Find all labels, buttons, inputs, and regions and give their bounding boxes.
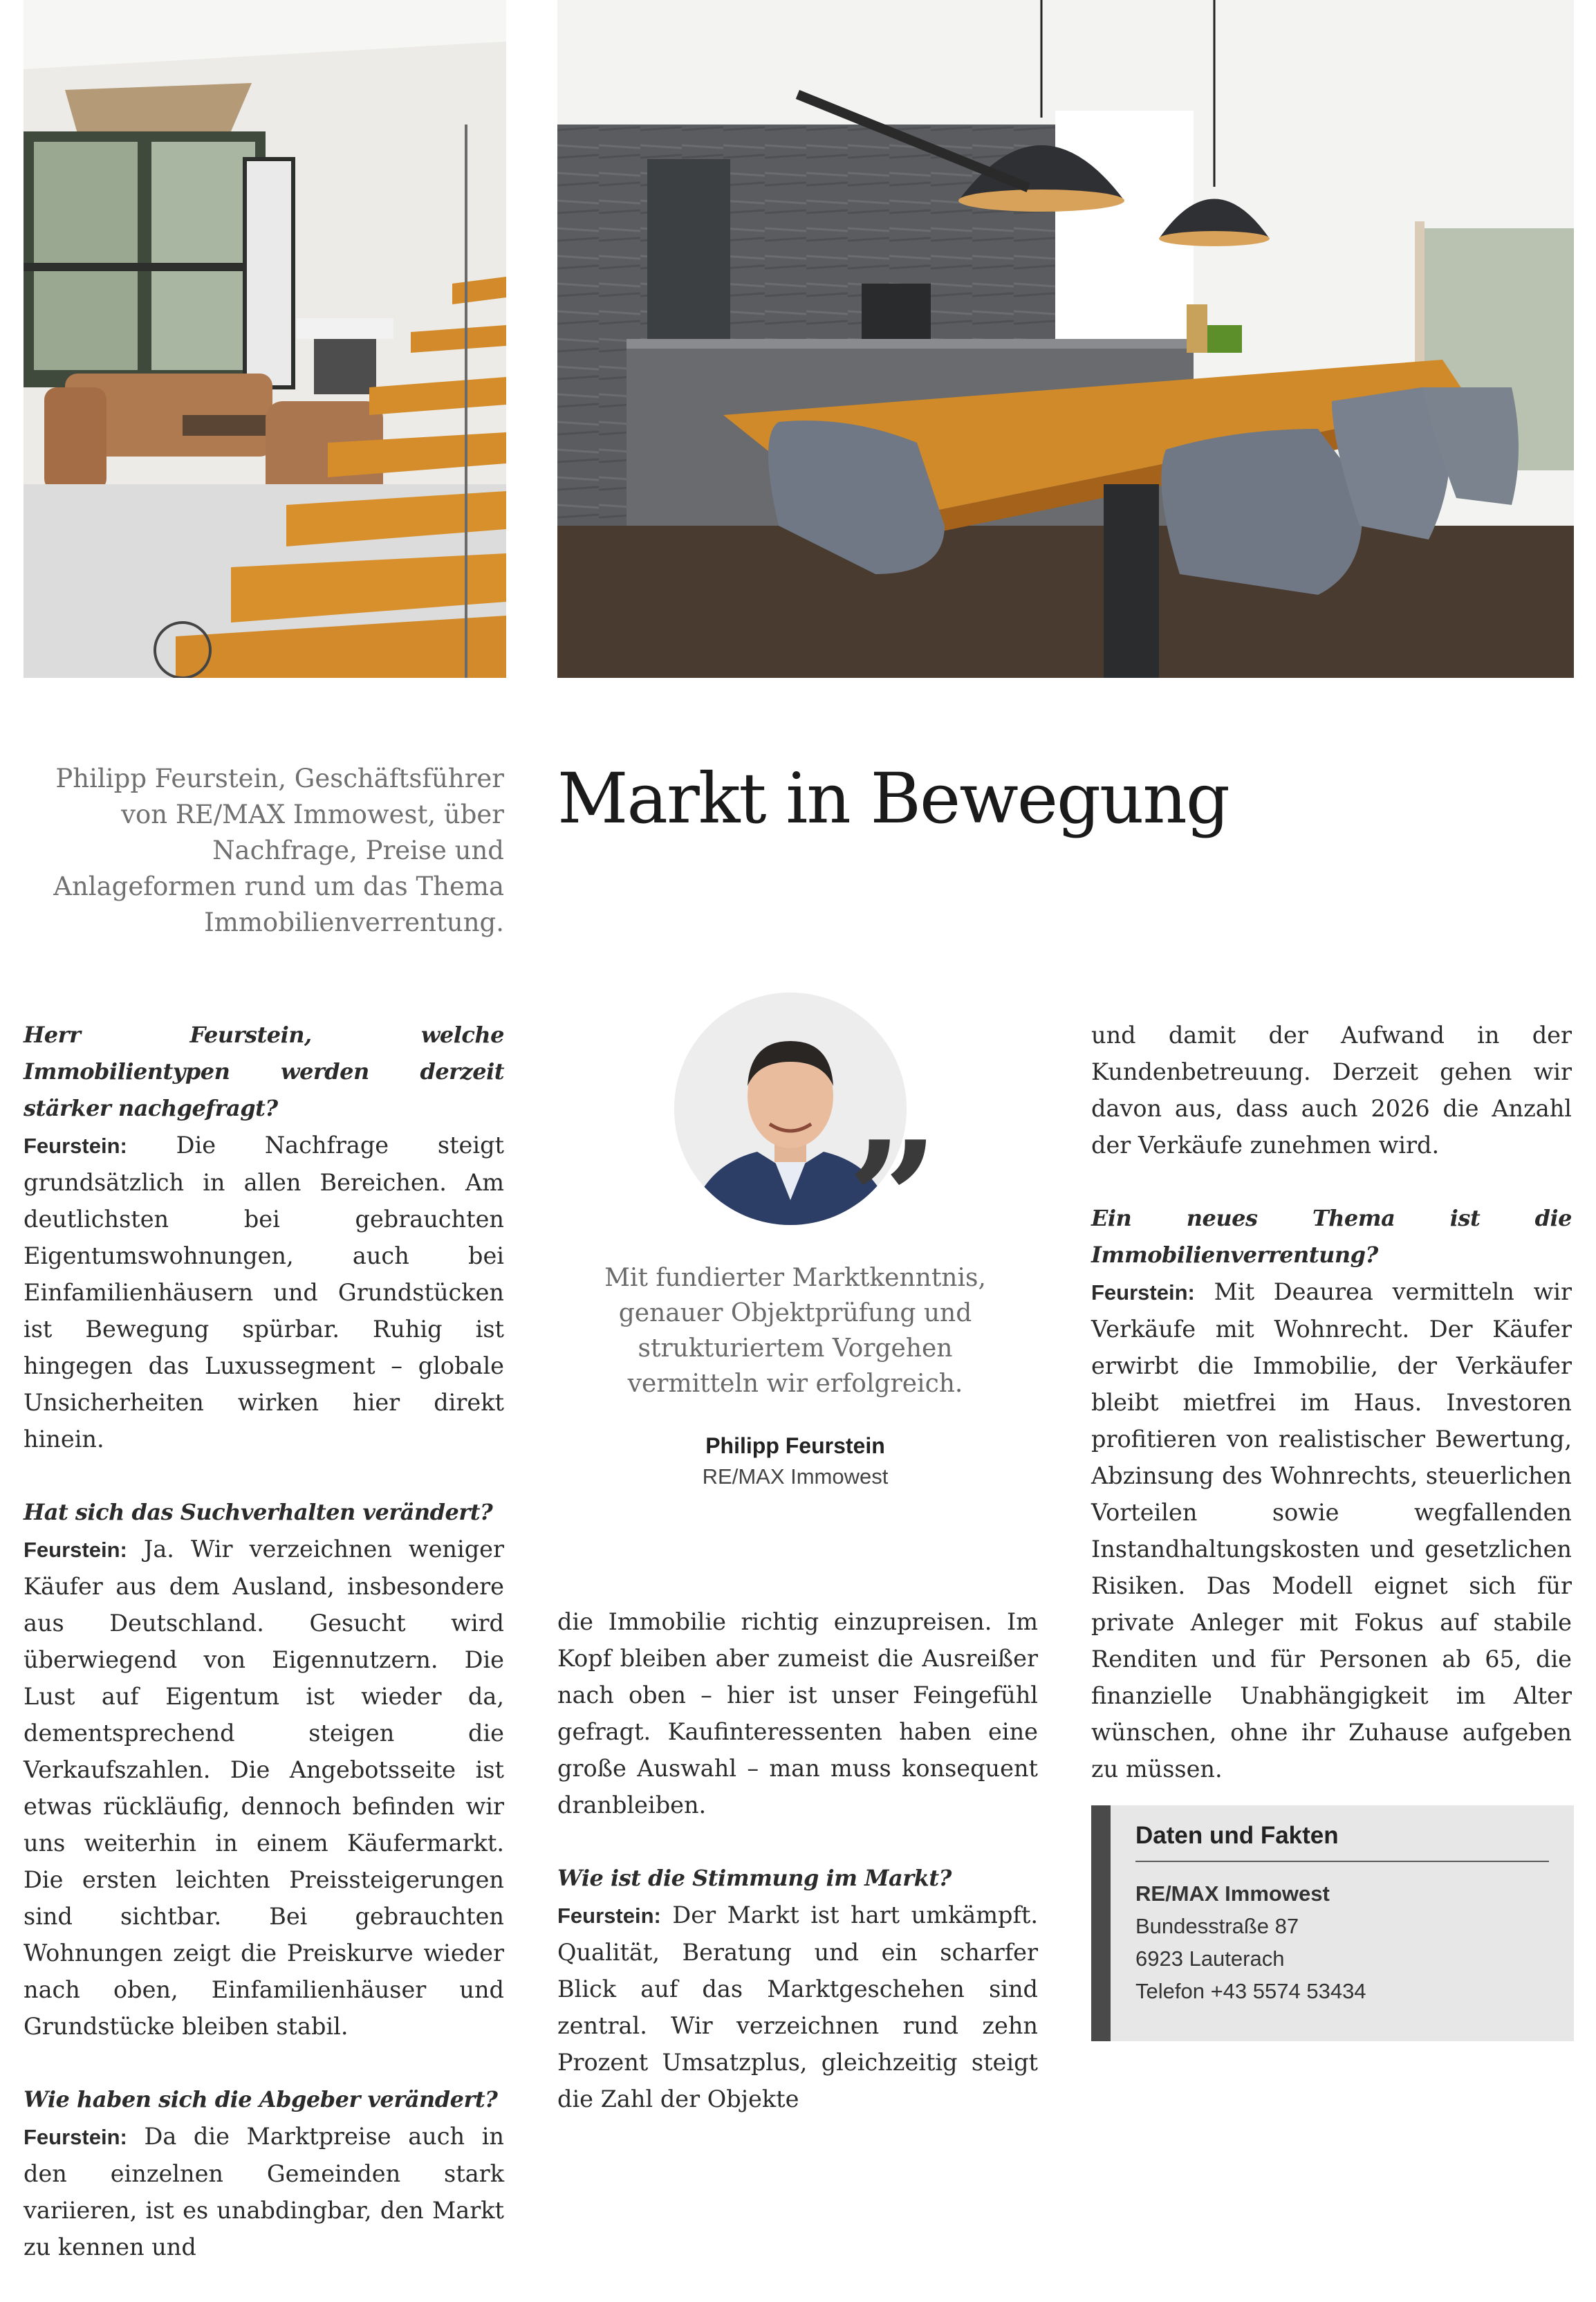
facts-city: 6923 Lauterach: [1135, 1946, 1285, 1971]
interview-question: Wie ist die Stimmung im Markt?: [557, 1865, 952, 1891]
interview-question: Wie haben sich die Abgeber verändert?: [24, 2086, 498, 2112]
interview-question: Ein neues Thema ist die Immobilienverrentung?: [1091, 1205, 1572, 1268]
interview-answer: Mit Deaurea vermitteln wir Verkäufe mit Wohnrecht. Der Käufer erwirbt die Immobilie, der Verkäufer bleibt mietfrei im Haus. Investoren profitieren von realistischer Bewertung, Abzinsung des Wohnrechts, steuerlichen Vorteilen sowie wegfallenden Instandhaltungskosten und gesetzlichen Risiken. Das Modell eignet sich für private Anleger mit Fokus auf stabile Renditen und für Personen ab 65, die finanzielle Unabhängigkeit im Alter wünschen, ohne ihr Zuhause aufgeben zu müssen.: [1091, 1278, 1572, 1783]
interview-answer: Ja. Wir verzeichnen weniger Käufer aus dem Ausland, insbesondere aus Deutschland. Gesucht wird überwiegend von Eigennutzern. Die Lust auf Eigentum ist wieder da, dementsprechend steigen die Verkaufszahlen. Die Angebotsseite ist etwas rückläufig, dennoch befinden wir uns weiterhin in einem Käufermarkt. Die ersten leichten Preissteigerungen sind sichtbar. Bei gebrauchten Wohnungen zeigt die Preiskurve wieder nach oben, Einfamilienhäuser und Grundstücke bleiben stabil.: [24, 1536, 504, 2040]
interview-block-continued: [557, 1603, 1038, 1823]
interview-block-2: [24, 1494, 504, 2045]
facts-street: Bundesstraße 87: [1135, 1914, 1299, 1938]
interview-block-4: [557, 1860, 1038, 2117]
facts-title: Daten und Fakten: [1135, 1822, 1549, 1862]
facts-box: [1091, 1805, 1574, 2041]
interview-answer: Der Markt ist hart umkämpft. Qualität, Beratung und ein scharfer Blick auf das Marktgeschehen sind zentral. Wir verzeichnen rund zehn Prozent Umsatzplus, gleichzeitig steigt die Zahl der Objekte: [557, 1902, 1038, 2112]
interview-block-3: [24, 2081, 504, 2265]
interview-question: Herr Feurstein, welche Immobilientypen werden derzeit stärker nachgefragt?: [24, 1022, 504, 1121]
article-column-3: [1091, 1017, 1572, 1824]
speaker-label: Feurstein:: [1091, 1280, 1195, 1305]
article-column-2: [557, 1603, 1038, 2154]
interview-answer: Da die Marktpreise auch in den einzelnen Gemeinden stark variieren, ist es unabdingbar, den Markt zu kennen und: [24, 2123, 504, 2260]
speaker-label: Feurstein:: [24, 2125, 127, 2149]
speaker-label: Feurstein:: [24, 1538, 127, 1562]
quote-author-company: RE/MAX Immowest: [702, 1464, 889, 1489]
facts-phone: Telefon +43 5574 53434: [1135, 1979, 1366, 2003]
headline: Markt in Bewegung: [557, 758, 1229, 839]
interview-question: Hat sich das Suchverhalten verändert?: [24, 1499, 493, 1525]
speaker-label: Feurstein:: [557, 1904, 661, 1928]
interview-answer: und damit der Aufwand in der Kundenbetreuung. Derzeit gehen wir davon aus, dass auch 2026 die Anzahl der Verkäufe zunehmen wird.: [1091, 1022, 1572, 1159]
lede-text: Philipp Feurstein, Geschäftsführer von RE/MAX Immowest, über Nachfrage, Preise und Anlageformen rund um das Thema Immobilienverrentung.: [53, 764, 504, 937]
speaker-label: Feurstein:: [24, 1134, 127, 1158]
pull-quote: Mit fundierter Marktkenntnis, genauer Objektprüfung und strukturiertem Vorgehen vermitteln wir erfolgreich.: [604, 1264, 986, 1398]
article-column-1: [24, 1017, 504, 2302]
interview-answer: die Immobilie richtig einzupreisen. Im Kopf bleiben aber zumeist die Ausreißer nach oben – hier ist unser Feingefühl gefragt. Kaufinteressenten haben eine große Auswahl – man muss konsequent dranbleiben.: [557, 1608, 1038, 1818]
interview-answer: Die Nachfrage steigt grundsätzlich in allen Bereichen. Am deutlichsten bei gebrauchten Eigentumswohnungen, auch bei Einfamilienhäusern und Grundstücken ist Bewegung spürbar. Ruhig ist hingegen das Luxussegment – globale Unsicherheiten wirken hier direkt hinein.: [24, 1132, 504, 1453]
facts-company: RE/MAX Immowest: [1135, 1881, 1330, 1906]
interview-block-continued: [1091, 1017, 1572, 1163]
dining-kitchen-photo: [557, 0, 1574, 678]
interview-block-5: [1091, 1200, 1572, 1787]
quote-mark-icon: ”: [847, 1107, 939, 1293]
interview-block-1: [24, 1017, 504, 1457]
living-room-photo: [24, 0, 506, 678]
quote-author-name: Philipp Feurstein: [705, 1433, 885, 1458]
